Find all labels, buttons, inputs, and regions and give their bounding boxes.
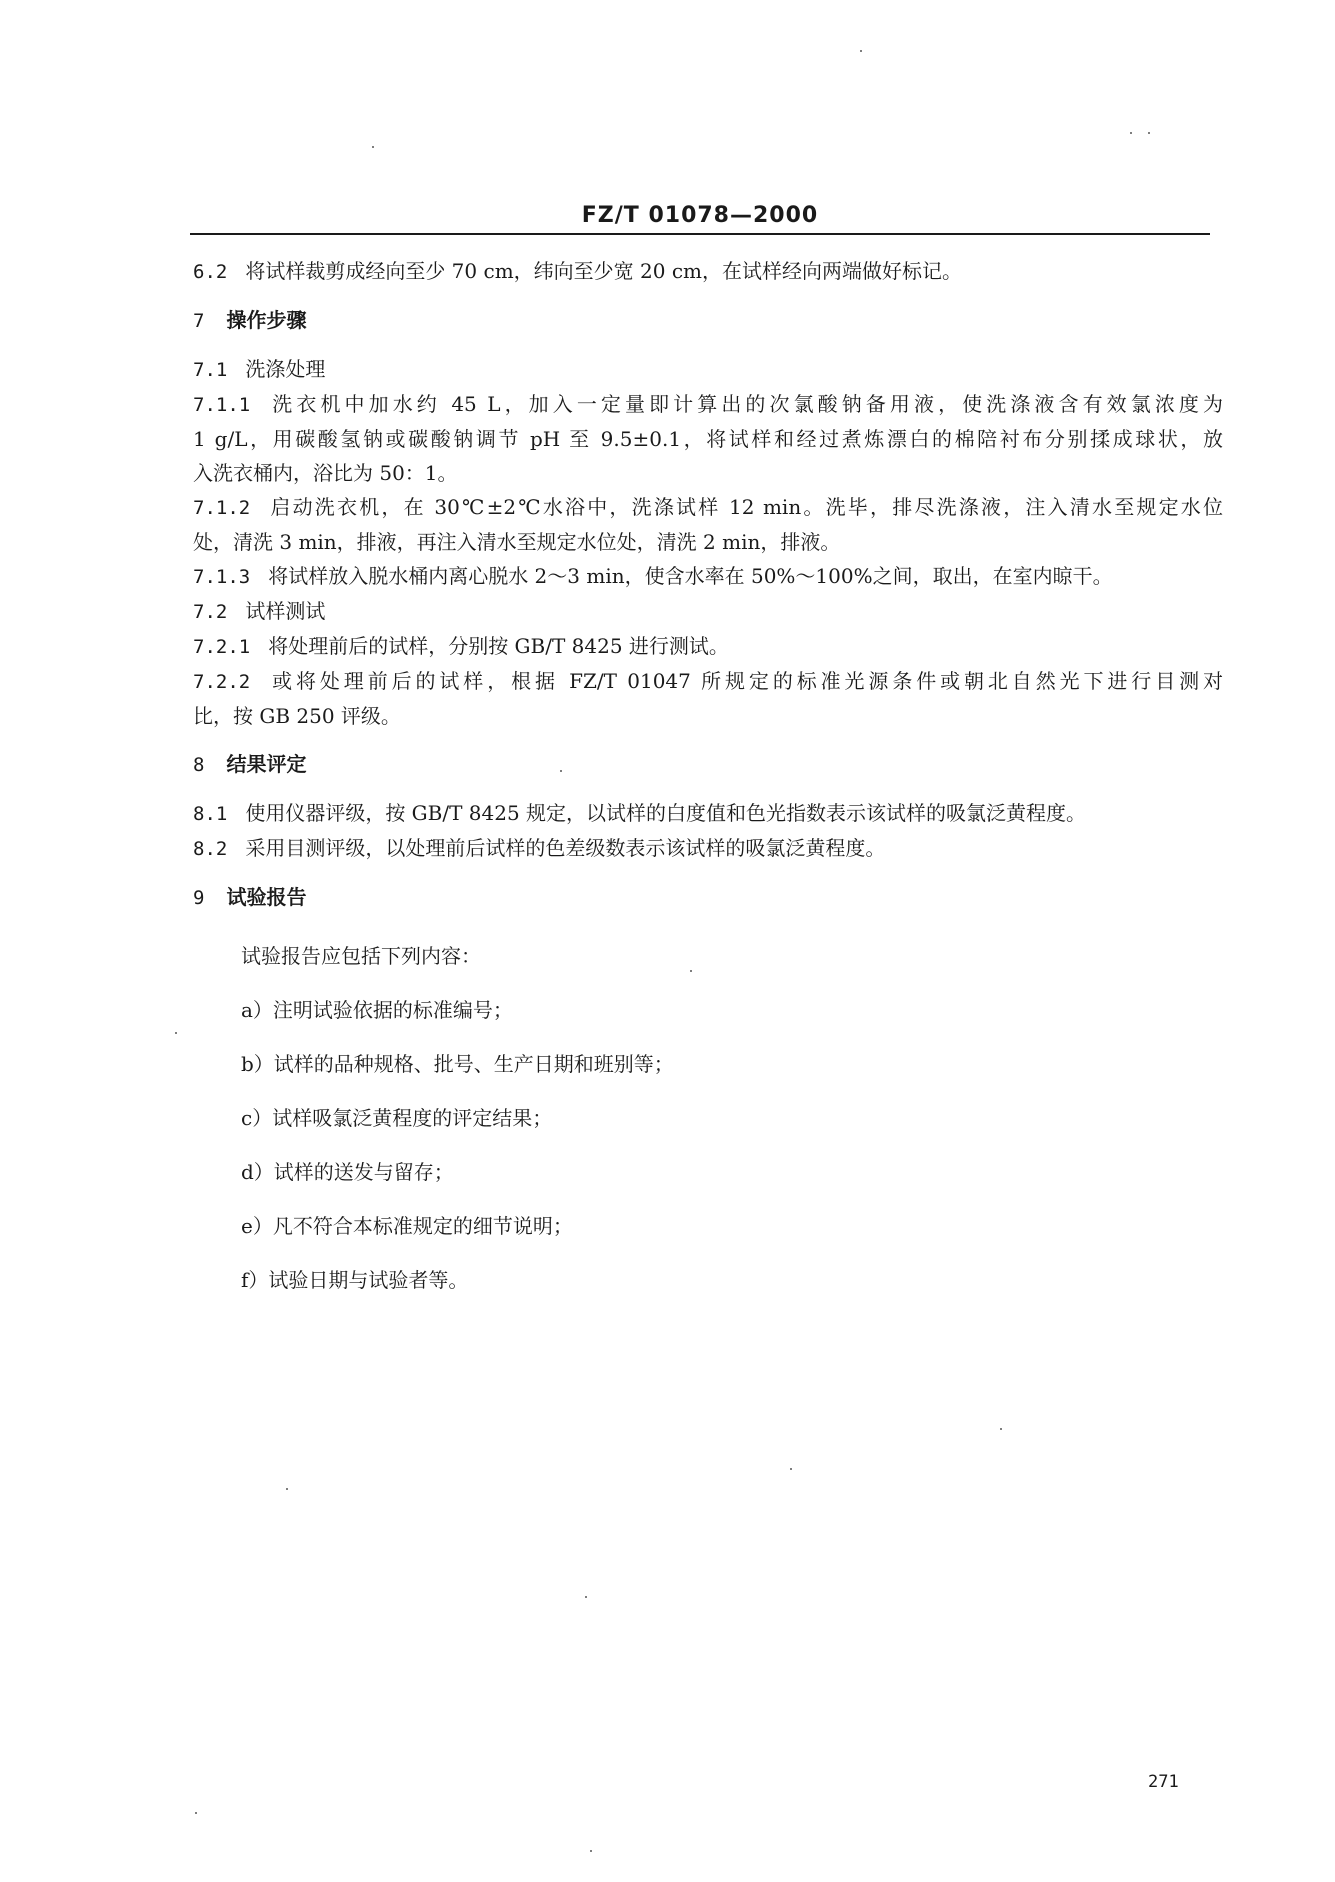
scan-speck bbox=[195, 1812, 197, 1814]
clause-7-1-3 bbox=[193, 559, 1223, 594]
scan-speck bbox=[1000, 1428, 1002, 1430]
list-item: d）试样的送发与留存； bbox=[241, 1160, 454, 1184]
clause-text: 采用目测评级，以处理前后试样的色差级数表示该试样的吸氯泛黄程度。 bbox=[245, 836, 886, 860]
clause-text: 启动洗衣机，在 30℃±2℃水浴中，洗涤试样 12 min。洗毕，排尽洗涤液，注入清水至规定水位 bbox=[268, 495, 1223, 519]
document-body bbox=[193, 254, 1223, 1317]
clause-7-1-1 bbox=[193, 387, 1223, 490]
clause-number: 7.2.1 bbox=[193, 636, 251, 658]
scan-speck bbox=[790, 1468, 792, 1470]
list-item: c）试样吸氯泛黄程度的评定结果； bbox=[241, 1106, 553, 1130]
clause-line bbox=[193, 664, 1223, 699]
section-heading-8 bbox=[193, 747, 1223, 782]
clause-7-1 bbox=[193, 352, 1223, 387]
section-number: 8 bbox=[193, 754, 205, 776]
list-item: e）凡不符合本标准规定的细节说明； bbox=[241, 1214, 573, 1238]
section-number: 9 bbox=[193, 887, 205, 909]
clause-7-2-1 bbox=[193, 629, 1223, 664]
clause-8-1 bbox=[193, 796, 1223, 831]
clause-line: 入洗衣桶内，浴比为 50：1。 bbox=[193, 461, 458, 485]
clause-text: 或将处理前后的试样，根据 FZ/T 01047 所规定的标准光源条件或朝北自然光下进行目测对 bbox=[268, 669, 1223, 693]
clause-text: 将试样裁剪成经向至少 70 cm，纬向至少宽 20 cm，在试样经向两端做好标记。 bbox=[245, 259, 962, 283]
clause-8-2 bbox=[193, 831, 1223, 866]
clause-number: 7.1.3 bbox=[193, 566, 251, 588]
header-rule bbox=[190, 233, 1210, 235]
clause-7-2 bbox=[193, 594, 1223, 629]
section-title: 试验报告 bbox=[226, 885, 307, 909]
standard-code: FZ/T 01078—2000 bbox=[581, 203, 819, 228]
clause-line: 比，按 GB 250 评级。 bbox=[193, 704, 401, 728]
section-title: 操作步骤 bbox=[226, 308, 307, 332]
report-intro: 试验报告应包括下列内容： bbox=[241, 944, 481, 968]
section-heading-9 bbox=[193, 880, 1223, 915]
clause-number: 7.2 bbox=[193, 601, 228, 623]
section-heading-7 bbox=[193, 303, 1223, 338]
clause-line: 处，清洗 3 min，排液，再注入清水至规定水位处，清洗 2 min，排液。 bbox=[193, 530, 841, 554]
clause-line bbox=[193, 387, 1223, 422]
clause-text: 将试样放入脱水桶内离心脱水 2～3 min，使含水率在 50%～100%之间，取出，在室内晾干。 bbox=[268, 564, 1113, 588]
scan-speck bbox=[1148, 132, 1150, 134]
scan-speck bbox=[590, 1850, 592, 1852]
clause-7-1-2 bbox=[193, 490, 1223, 559]
clause-number: 8.2 bbox=[193, 838, 228, 860]
scan-speck bbox=[175, 1032, 177, 1034]
clause-7-2-2 bbox=[193, 664, 1223, 733]
clause-line: 1 g/L，用碳酸氢钠或碳酸钠调节 pH 至 9.5±0.1，将试样和经过煮炼漂白的棉陪衬布分别揉成球状，放 bbox=[193, 427, 1223, 451]
list-item: a）注明试验依据的标准编号； bbox=[241, 998, 513, 1022]
page-number: 271 bbox=[1148, 1772, 1179, 1792]
clause-text: 将处理前后的试样，分别按 GB/T 8425 进行测试。 bbox=[268, 634, 729, 658]
clause-text: 洗衣机中加水约 45 L，加入一定量即计算出的次氯酸钠备用液，使洗涤液含有效氯浓度为 bbox=[268, 392, 1223, 416]
clause-number: 7.1 bbox=[193, 359, 228, 381]
list-item: f）试验日期与试验者等。 bbox=[241, 1268, 469, 1292]
clause-title: 洗涤处理 bbox=[245, 357, 326, 381]
scan-speck bbox=[372, 146, 374, 148]
scan-speck bbox=[286, 1488, 288, 1490]
scan-speck bbox=[690, 970, 692, 972]
clause-number: 7.1.2 bbox=[193, 497, 251, 519]
section-number: 7 bbox=[193, 310, 205, 332]
clause-text: 使用仪器评级，按 GB/T 8425 规定，以试样的白度值和色光指数表示该试样的吸氯泛黄程度。 bbox=[245, 801, 1087, 825]
scan-speck bbox=[1130, 132, 1132, 134]
clause-6-2 bbox=[193, 254, 1223, 289]
clause-number: 8.1 bbox=[193, 803, 228, 825]
clause-number: 6.2 bbox=[193, 261, 228, 283]
clause-number: 7.1.1 bbox=[193, 394, 251, 416]
section-title: 结果评定 bbox=[226, 752, 307, 776]
page-header bbox=[190, 196, 1210, 236]
scan-speck bbox=[860, 50, 862, 52]
clause-title: 试样测试 bbox=[245, 599, 326, 623]
list-item: b）试样的品种规格、批号、生产日期和班别等； bbox=[241, 1052, 674, 1076]
clause-line bbox=[193, 490, 1223, 525]
scan-speck bbox=[585, 1596, 587, 1598]
clause-number: 7.2.2 bbox=[193, 671, 251, 693]
scan-speck bbox=[560, 770, 562, 772]
